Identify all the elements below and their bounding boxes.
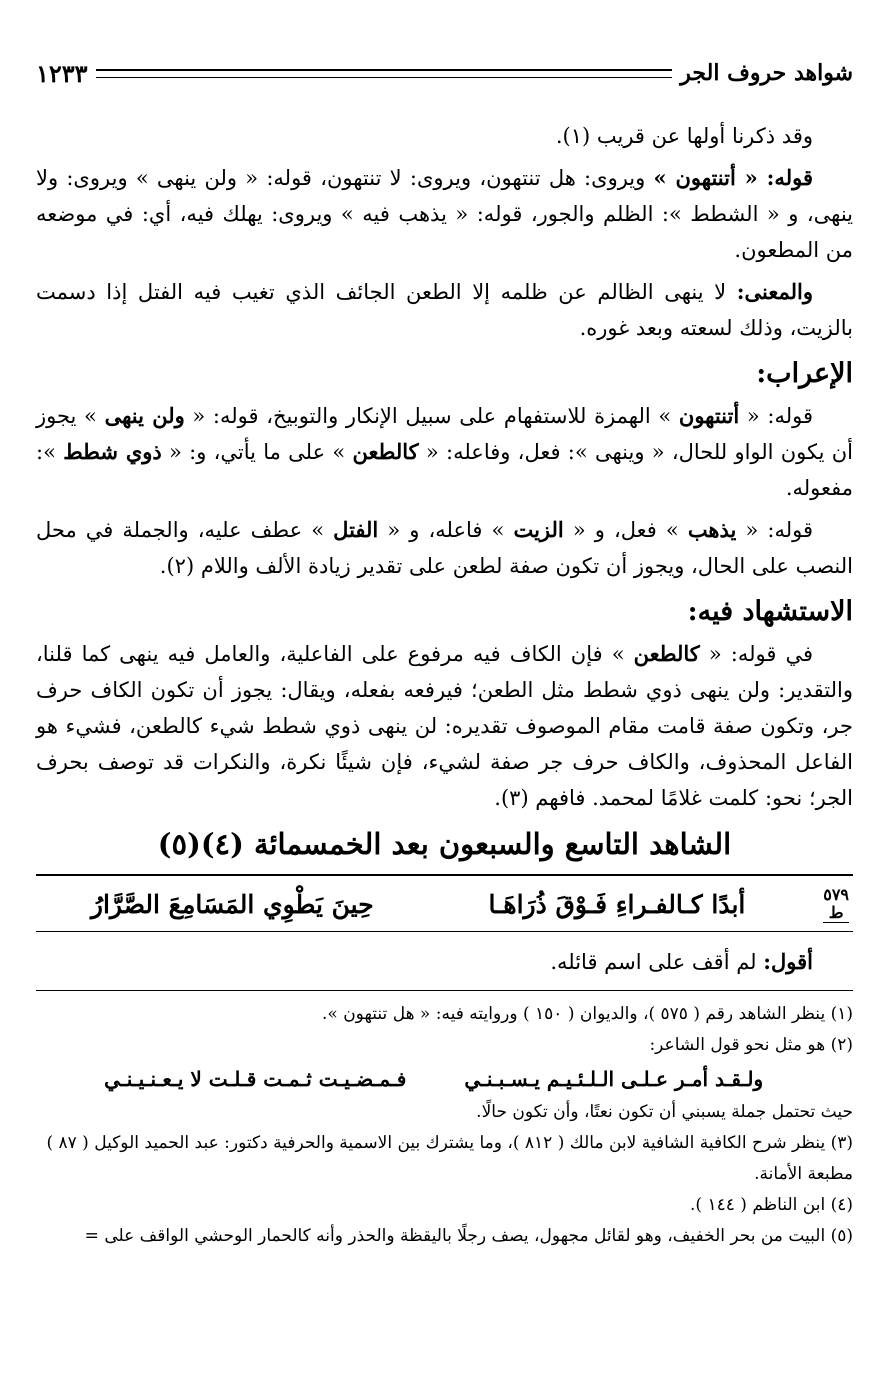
header-rule (96, 69, 673, 78)
verse-number (823, 886, 849, 923)
aqwal-line (36, 944, 813, 980)
paragraph-2 (36, 160, 853, 268)
heading-istishhad: الاستشهاد فيه: (687, 596, 853, 627)
aqwal-text: لم أقف على اسم قائله. (550, 950, 764, 974)
hemistich-2: حِينَ يَطْوِي المَسَامِعَ الصَّرَّارُ (90, 890, 374, 919)
aqwal-label: أقول: (763, 949, 813, 974)
bold-term: ذوي شطط (63, 439, 162, 464)
text-segment: » فعل، و « (563, 518, 688, 542)
paragraph-meaning (36, 274, 853, 346)
text-segment: » فإن الكاف فيه مرفوع على الفاعلية، والعامل فيه ينهى كما قلنا، والتقدير: ولن ينهى ذوي شطط مثل الطعن؛ فيرفعه بفعله، ويقال: يجوز أن تكون الكاف حرف جر، وتكون صفة قامت مقام الموصوف تقديره: لن ينهى ذوي شطط شيء كالطعن، فشيء هو الفاعل المحذوف، والكاف حرف جر صفة لشيء، فإن شيئًا نكرة، والنكرات قد توصف بحرف الجر؛ نحو: كلمت غلامًا لمحمد. فافهم (٣). (36, 642, 853, 810)
bold-term: كالطعن (633, 641, 700, 666)
footnote-1: (١) ينظر الشاهد رقم ( ٥٧٥ )، والديوان ( ١٥٠ ) وروايته فيه: « هل تنتهون ». (321, 1004, 853, 1024)
poem-hemistich-2: فـمـضـيـت ثـمـت قـلـت لا يـعـنـيـنـي (104, 1067, 407, 1091)
bold-term: الزيت (513, 517, 564, 542)
text-segment: »: مفعوله. (36, 440, 853, 500)
poem-hemistich-1: ولـقـد أمـر عـلـى الـلـئـيـم يـسـبـنـي (464, 1067, 764, 1091)
text-segment: في قوله: « (699, 642, 813, 666)
witness-title: الشاهد التاسع والسبعون بعد الخمسمائة (٤)(٥) (157, 827, 732, 861)
text-segment: » عطف عليه، والجملة في محل النصب على الحال، ويجوز أن تكون صفة لطعن على تقدير زيادة الألف واللام (٢). (36, 518, 853, 578)
label-meaning: والمعنى: (736, 279, 813, 304)
footnote-2-cont: حيث تحتمل جملة يسبني أن تكون نعتًا، وأن تكون حالًا. (476, 1102, 853, 1122)
footnote-rule (36, 990, 853, 991)
footnote-3: (٣) ينظر شرح الكافية الشافية لابن مالك ( ٨١٢ )، وما يشترك بين الاسمية والحرفية دكتور: عبد الحميد الوكيل ( ٨٧ ) مطبعة الأمانة. (46, 1133, 853, 1184)
verse-number-value: ٥٧٩ (823, 885, 849, 904)
bold-term: الفتل (333, 517, 379, 542)
page-number: ١٢٣٣ (36, 58, 88, 88)
verse-box (36, 874, 853, 932)
footnote-poem (76, 1063, 793, 1095)
paragraph-istishhad (36, 636, 853, 816)
heading-irab: الإعراب: (756, 358, 853, 389)
meaning-text: لا ينهى الظالم عن ظلمه إلا الطعن الجائف الذي تغيب فيه الفتل إذا دسمت بالزيت، وذلك لسعته وبعد غوره. (36, 280, 853, 340)
footnote-2: (٢) هو مثل نحو قول الشاعر: (649, 1035, 853, 1055)
text-segment: قوله: « (739, 404, 813, 428)
running-title: شواهد حروف الجر (680, 60, 853, 86)
paragraph-irab-2 (36, 512, 853, 584)
paragraph-1: وقد ذكرنا أولها عن قريب (١). (555, 124, 813, 148)
bold-term: كالطعن (352, 439, 419, 464)
quoted-word: « أتنتهون » (653, 165, 758, 190)
bold-term: أتنتهون (678, 403, 740, 428)
bold-term: يذهب (687, 517, 737, 542)
paragraph-2-text: ويروى: هل تنتهون، ويروى: لا تنتهون، قوله: « ولن ينهى » ويروى: ولا ينهى، و « الشطط »: الظلم والجور، قوله: « يذهب فيه » ويروى: يهلك فيه، أي: في موضعه من المطعون. (36, 166, 853, 262)
footnote-4: (٤) ابن الناظم ( ١٤٤ ). (690, 1195, 853, 1215)
text-segment: » فاعله، و « (378, 518, 514, 542)
bold-term: ولن ينهى (104, 403, 185, 428)
paragraph-irab-1 (36, 398, 853, 506)
label-qawluh: قوله: (757, 165, 813, 190)
footnotes (36, 999, 853, 1252)
text-segment: » الهمزة للاستفهام على سبيل الإنكار والتوبيخ، قوله: « (184, 404, 679, 428)
running-header (36, 50, 853, 96)
text-segment: » يجوز أن يكون الواو للحال، « وينهى »: فعل، وفاعله: « (36, 404, 853, 464)
main-text (36, 118, 853, 816)
text-segment: قوله: « (736, 518, 813, 542)
text-segment: » على ما يأتي، و: « (161, 440, 353, 464)
footnote-5: (٥) البيت من بحر الخفيف، وهو لقائل مجهول، يصف رجلًا باليقظة والحذر وأنه كالحمار الوحشي الواقف على = (84, 1226, 853, 1246)
verse-number-sub: ط (828, 903, 844, 922)
hemistich-1: أبدًا كـالفـراءِ فَـوْقَ ذُرَاهَـا (488, 890, 746, 919)
